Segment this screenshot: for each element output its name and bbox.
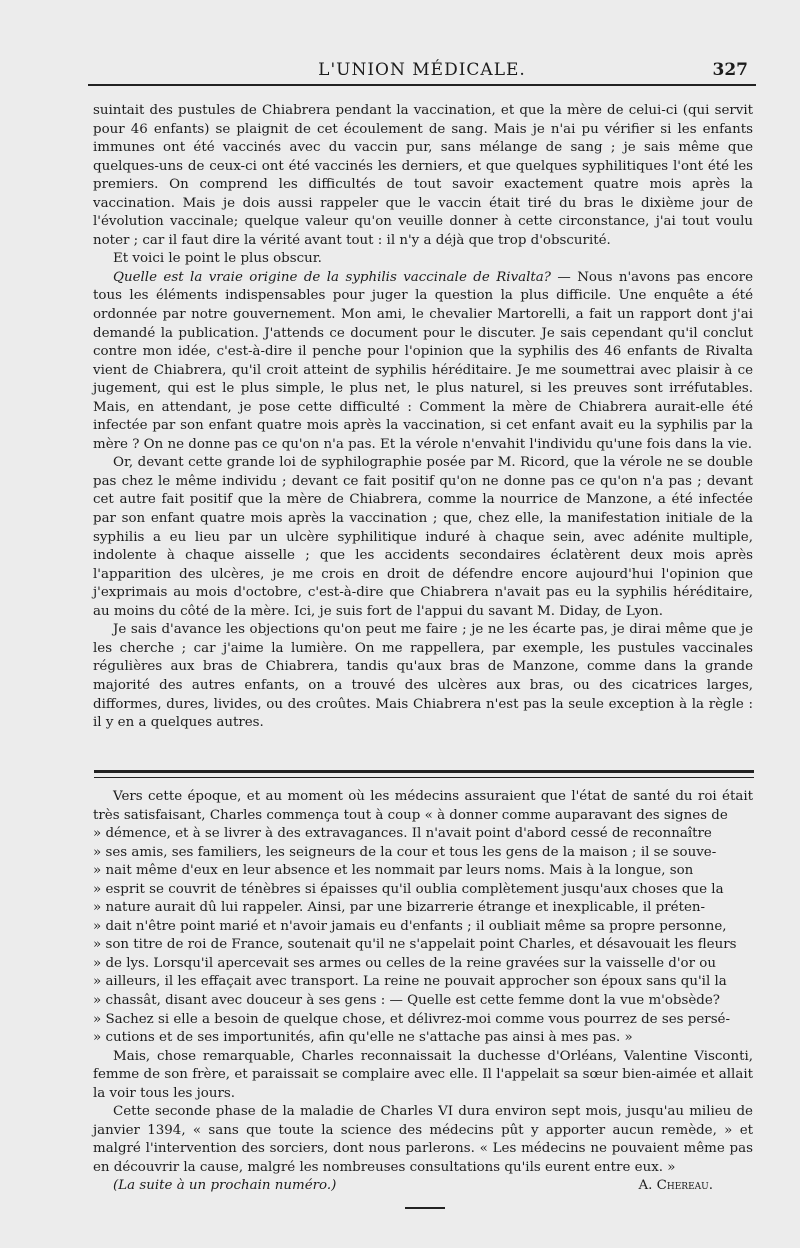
feuilleton-body [93,788,753,1177]
article-paragraph: Et voici le point le plus obscur. [113,251,322,267]
feuilleton-paragraph: Mais, chose remarquable, Charles reconnaissait la duchesse d'Orléans, Valentine Visconti, femme de son frère, et paraissait se complaire avec elle. Il l'appelait sa sœur bien-aimée et allait la voir tous les jours. [93,1048,753,1101]
quote-line: » de lys. Lorsqu'il apercevait ses armes ou celles de la reine gravées sur la vaisselle d'or ou [93,955,716,971]
header-rule [88,84,756,86]
quote-line: » Sachez si elle a besoin de quelque chose, et délivrez-moi comme vous pourrez de ses persé- [93,1011,731,1027]
quote-line: » cutions et de ses importunités, afin qu'elle ne s'attache pas ainsi à mes pas. » [93,1030,633,1046]
author-signature: A. Chereau. [638,1178,713,1193]
article-paragraph: suintait des pustules de Chiabrera pendant la vaccination, et que la mère de celui-ci (qui servit pour 46 enfants) se plaignit de cet écoulement de sang. Mais je n'ai pu vérifier si les enfants immunes ont été vaccinés avec du vaccin pur, sans mélange de sang ; je sais même que quelques-uns de ceux-ci ont été vaccinés les derniers, et que quelques syphilitiques l'ont été les premiers. On comprend les difficultés de tout savoir exactement quatre mois après la vaccination. Mais je dois aussi rappeler que le vaccin était tiré du bras le dixième jour de l'évolution vaccinale; quelque valeur qu'on veuille donner à cette circonstance, j'ai tout voulu noter ; car il faut dire la vérité avant tout : il n'y a déjà que trop d'obscurité. [93,103,753,248]
quote-line: » dait n'être point marié et n'avoir jamais eu d'enfants ; il oubliait même sa propre personne, [93,918,727,934]
quote-line: » ailleurs, il les effaçait avec transport. La reine ne pouvait approcher son époux sans qu'il la [93,974,727,990]
journal-title: L'UNION MÉDICALE. [318,60,526,80]
quote-line: » ses amis, ses familiers, les seigneurs de la cour et tous les gens de la maison ; il se souve- [93,844,717,860]
quote-line: » nature aurait dû lui rappeler. Ainsi, par une bizarrerie étrange et inexplicable, il préten- [93,900,706,916]
feuilleton-paragraph: Cette seconde phase de la maladie de Charles VI dura environ sept mois, jusqu'au milieu de janvier 1394, « sans que toute la science des médecins pût y apporter aucun remède, » et malgré l'intervention des sorciers, dont nous parlerons. « Les médecins ne pouvaient même pas en découvrir la cause, malgré les nombreuses consultations qu'ils eurent entre eux. » [93,1104,753,1175]
feuilleton-paragraph: Vers cette époque, et au moment où les médecins assuraient que l'état de santé du roi était très satisfaisant, Charles commença tout à coup « à donner comme auparavant des signes de [93,789,753,823]
article-paragraph-question [93,269,753,454]
quote-line: » nait même d'eux en leur absence et les nommait par leurs noms. Mais à la longue, son [93,863,694,879]
continued-note: (La suite à un prochain numéro.) [113,1178,337,1193]
quote-line: » démence, et à se livrer à des extravagances. Il n'avait point d'abord cessé de reconnaître [93,826,712,842]
quote-line: » chassât, disant avec douceur à ses gens : — Quelle est cette femme dont la vue m'obsède? [93,993,720,1009]
article-paragraph: Je sais d'avance les objections qu'on peut me faire ; je ne les écarte pas, je dirai même que je les cherche ; car j'aime la lumière. On me rappellera, par exemple, les pustules vaccinales régulières aux bras de Chiabrera, tandis qu'aux bras de Manzone, comme dans la grande majorité des autres enfants, on a trouvé des ulcères aux bras, ou des cicatrices larges, difformes, dures, livides, ou des croûtes. Mais Chiabrera n'est pas la seule exception à la règle : il y en a quelques autres. [93,622,753,731]
article-paragraph: Or, devant cette grande loi de syphilographie posée par M. Ricord, que la vérole ne se double pas chez le même individu ; devant ce fait positif qu'on ne donne pas ce qu'on n'a pas ; devant cet autre fait positif que la mère de Chiabrera, comme la nourrice de Manzone, a été infectée par son enfant quatre mois après la vaccination ; que, chez elle, la manifestation initiale de la syphilis a eu lieu par un ulcère syphilitique induré à chaque sein, avec adénite multiple, indolente à chaque aisselle ; que les accidents secondaires éclatèrent deux mois après l'apparition des ulcères, je me crois en droit de défendre encore aujourd'hui l'opinion que j'exprimais au mois d'octobre, c'est-à-dire que Chiabrera n'avait pas eu la syphilis héréditaire, au moins du côté de la mère. Ici, je suis fort de l'appui du savant M. Diday, de Lyon. [93,455,753,619]
question-italic: Quelle est la vraie origine de la syphilis vaccinale de Rivalta? [113,269,551,285]
feuilleton-divider [94,770,754,778]
quote-line: » son titre de roi de France, soutenait qu'il ne s'appelait point Charles, et désavouait les fleurs [93,937,737,953]
page-header [88,58,756,84]
question-answer: Nous n'avons pas encore tous les éléments indispensables pour juger la question la plus difficile. Une enquête a été ordonnée par notre gouvernement. Mon ami, le chevalier Martorelli, a fait un rapport dont j'ai demandé la publication. J'attends ce document pour le discuter. Je sais cependant qu'il conclut contre mon idée, c'est-à-dire il penche pour l'opinion que la syphilis des 46 enfants de Rivalta vient de Chiabrera, qu'il croit atteint de syphilis héréditaire. Je me soumettrai avec plaisir à ce jugement, qui est le plus simple, le plus net, le plus naturel, si les preuves sont irréfutables. Mais, en attendant, je pose cette difficulté : Comment la mère de Chiabrera aurait-elle été infectée par son enfant quatre mois après la vaccination, si cet enfant avait eu la syphilis par la mère ? On ne donne pas ce qu'on n'a pas. Et la vérole n'envahit l'individu qu'une fois dans la vie. [93,269,753,452]
feuilleton-footer [113,1177,713,1195]
page-number: 327 [712,60,748,80]
article-body [93,102,753,733]
end-rule [405,1207,445,1209]
quote-line: » esprit se couvrit de ténèbres si épaisses qu'il oublia complètement jusqu'aux choses que la [93,881,724,897]
question-dash: — [550,269,578,285]
